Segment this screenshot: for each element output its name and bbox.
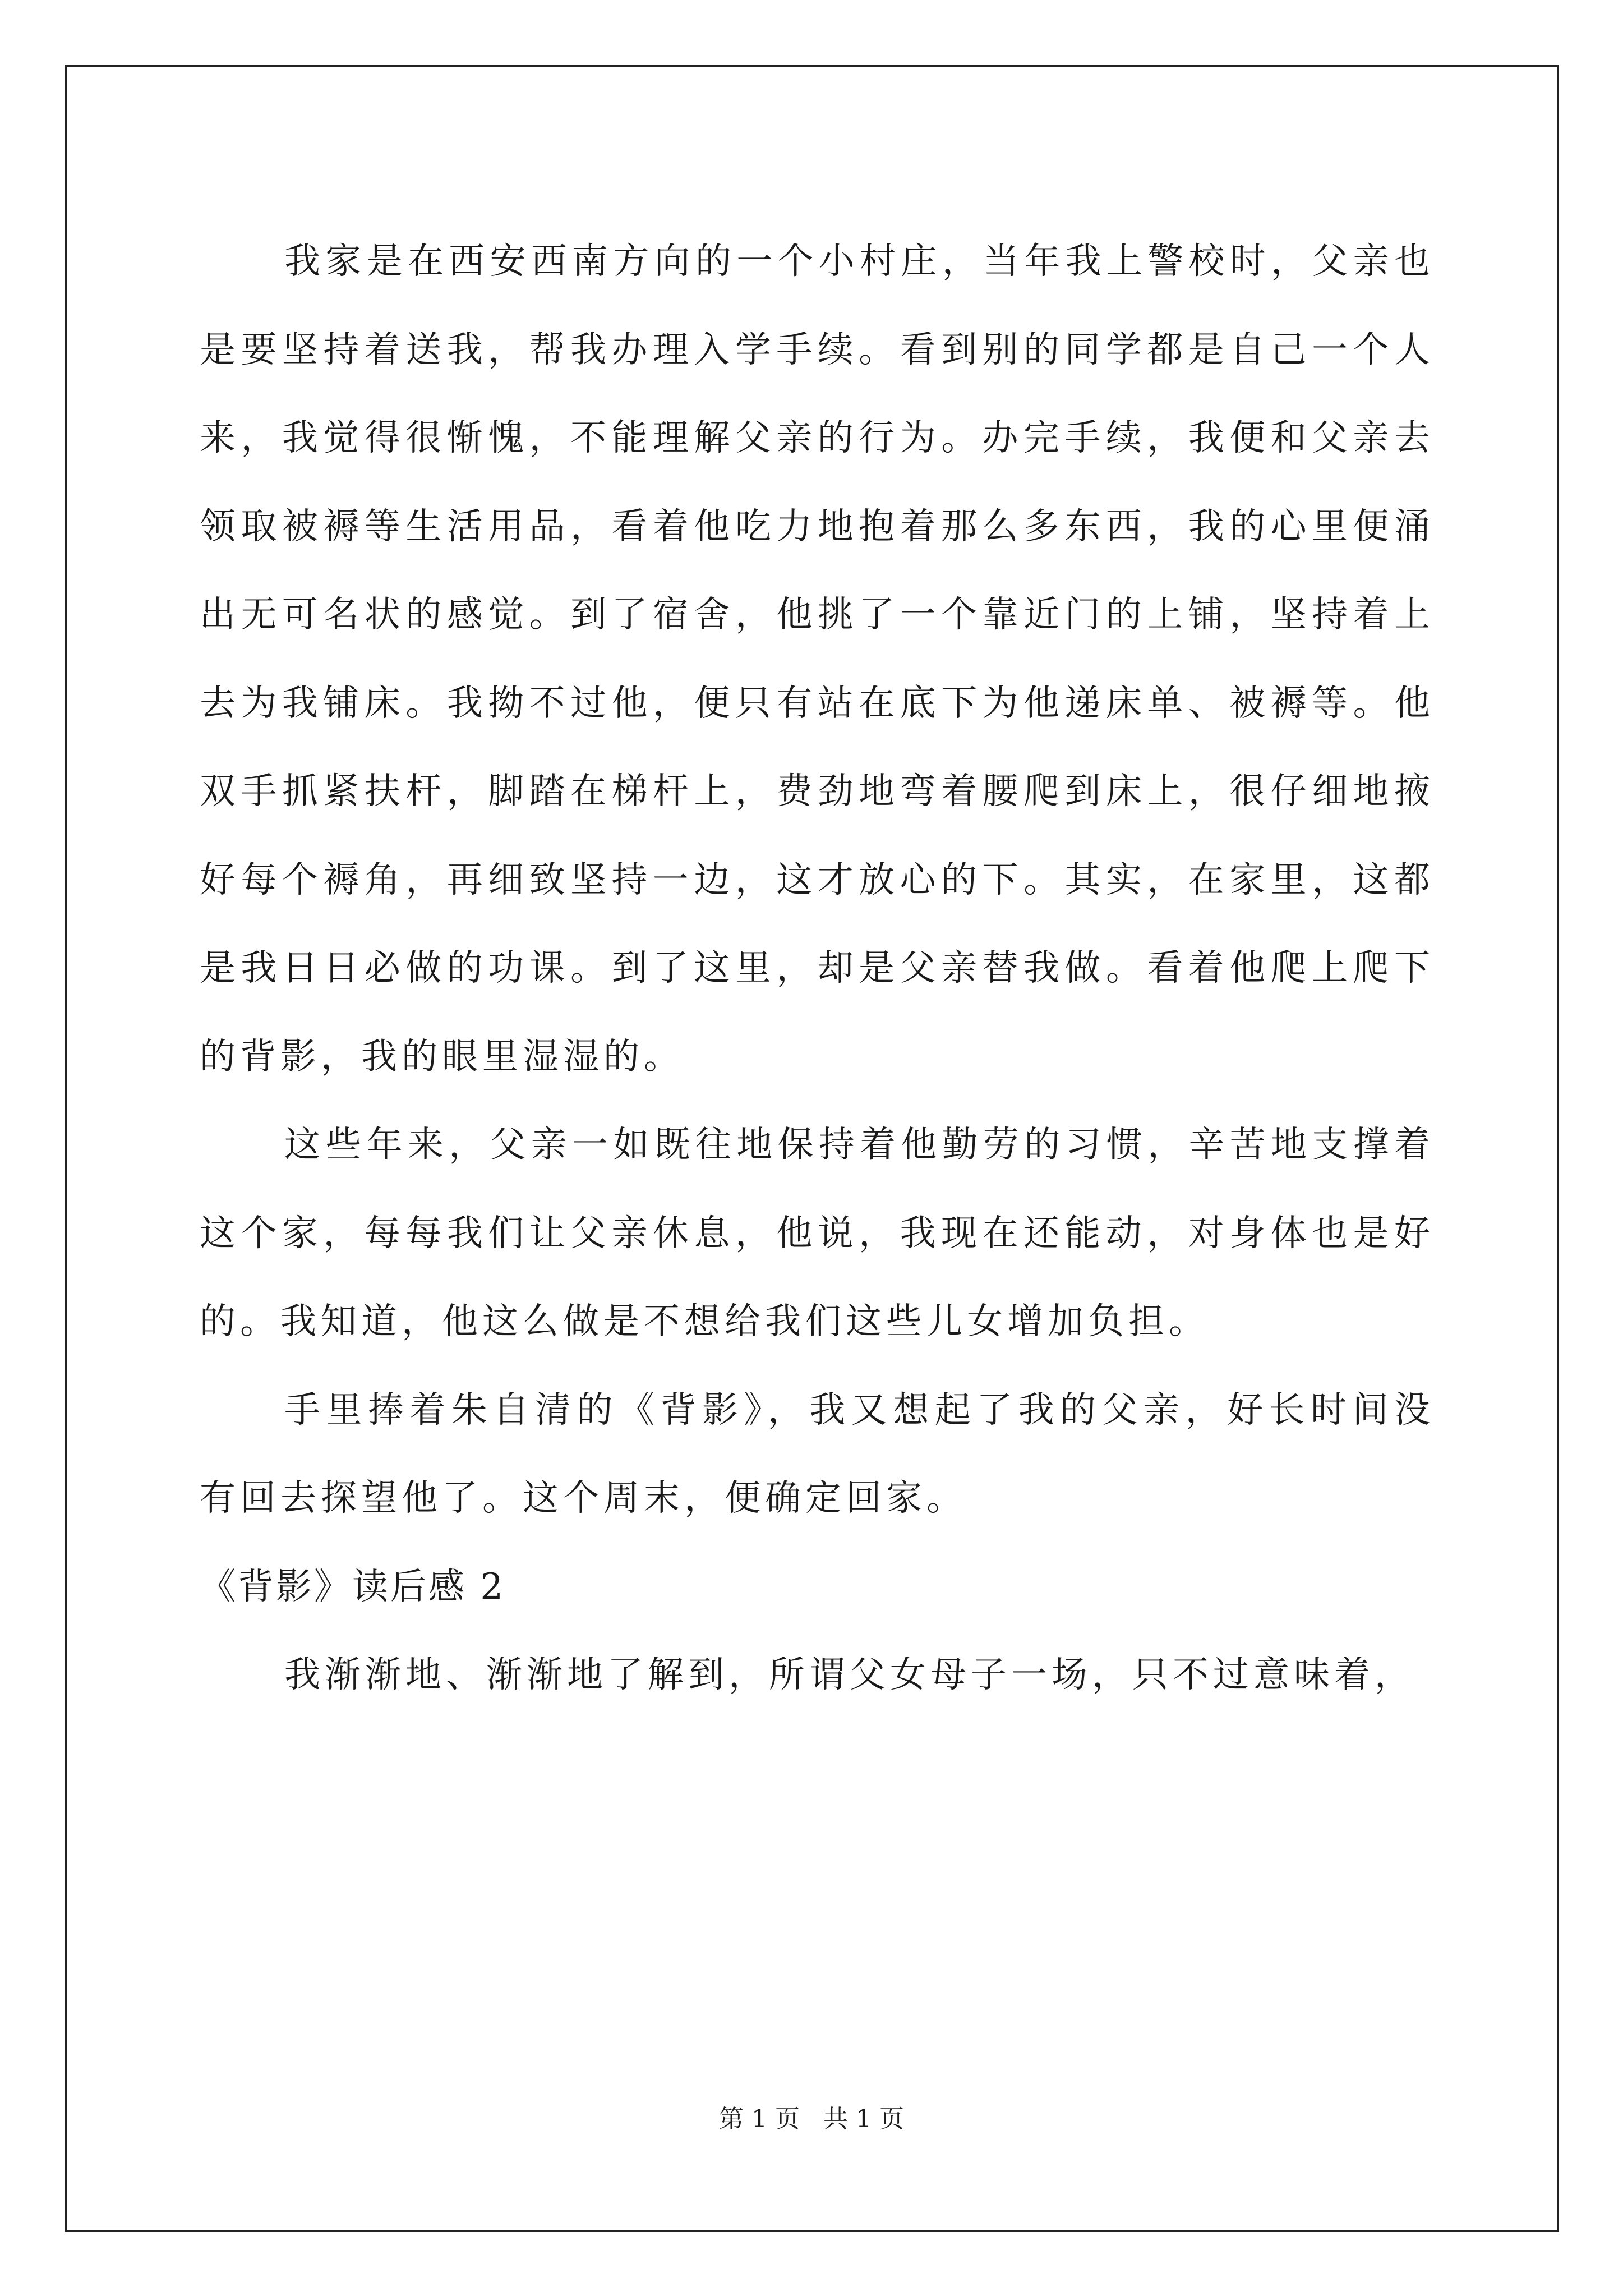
document-body xyxy=(200,218,1435,1720)
page-total: 共 1 页 xyxy=(823,2105,904,2133)
page-number: 第 1 页 xyxy=(719,2105,800,2133)
page-footer xyxy=(0,2102,1623,2136)
paragraph-1: 我家是在西安西南方向的一个小村庄，当年我上警校时，父亲也是要坚持着送我，帮我办理入学手续。看到别的同学都是自己一个人来，我觉得很惭愧，不能理解父亲的行为。办完手续，我便和父亲去领取被褥等生活用品，看着他吃力地抱着那么多东西，我的心里便涌出无可名状的感觉。到了宿舍，他挑了一个靠近门的上铺，坚持着上去为我铺床。我拗不过他，便只有站在底下为他递床单、被褥等。他双手抓紧扶杆，脚踏在梯杆上，费劲地弯着腰爬到床上，很仔细地掖好每个褥角，再细致坚持一边，这才放心的下。其实，在家里，这都是我日日必做的功课。到了这里，却是父亲替我做。看着他爬上爬下的背影，我的眼里湿湿的。 xyxy=(200,241,1435,1078)
paragraph-3: 手里捧着朱自清的《背影》，我又想起了我的父亲，好长时间没有回去探望他了。这个周末，便确定回家。 xyxy=(200,1389,1435,1519)
section-heading: 《背影》读后感 2 xyxy=(200,1566,506,1608)
paragraph-2: 这些年来，父亲一如既往地保持着他勤劳的习惯，辛苦地支撑着这个家，每每我们让父亲休息，他说，我现在还能动，对身体也是好的。我知道，他这么做是不想给我们这些儿女增加负担。 xyxy=(200,1124,1435,1342)
paragraph-4: 我渐渐地、渐渐地了解到，所谓父女母子一场，只不过意味着， xyxy=(284,1654,1415,1696)
